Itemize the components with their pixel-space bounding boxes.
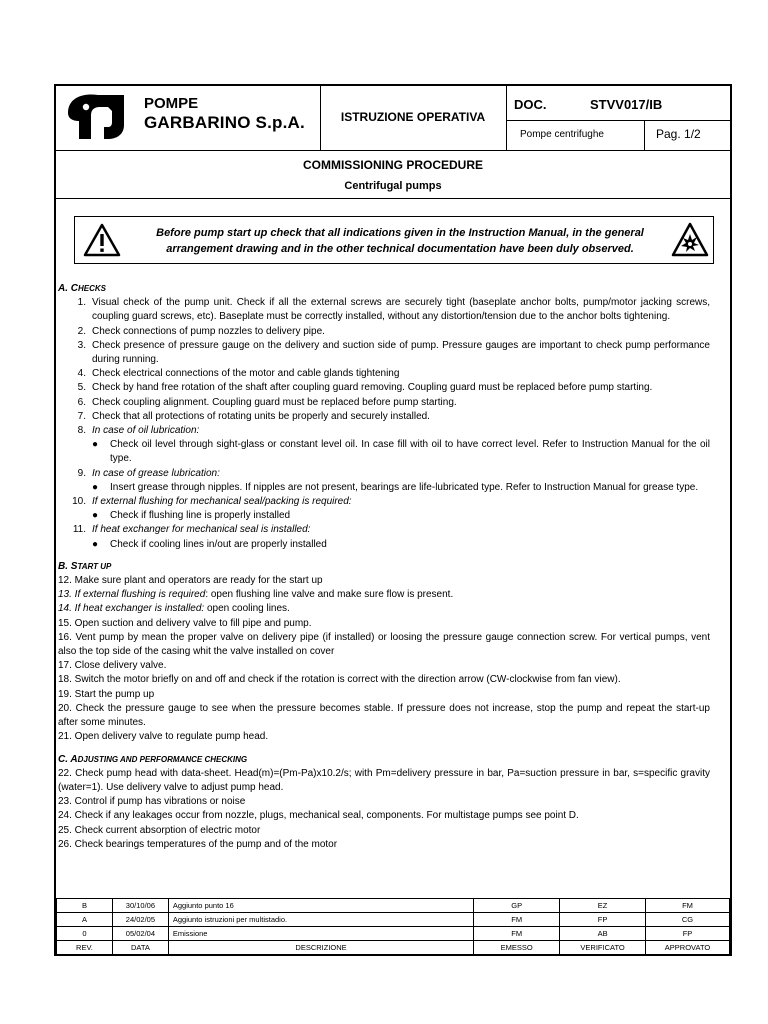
item-number: 3. [77, 339, 86, 351]
logo-cell [56, 86, 321, 150]
item-text: If external flushing for mechanical seal/packing is required: [92, 496, 352, 508]
date-cell: 30/10/06 [112, 899, 168, 913]
step-condition: 14. If heat exchanger is installed: [58, 603, 205, 615]
subitem-text: Check if flushing line is properly installed [110, 510, 291, 522]
step-26: 26. Check bearings temperatures of the pump and of the motor [58, 838, 338, 850]
desc-cell: Aggiunto punto 16 [168, 899, 473, 913]
step-13 [58, 588, 710, 602]
step-12: 12. Make sure plant and operators are ready for the start up [58, 575, 323, 587]
step-23: 23. Control if pump has vibrations or noise [58, 796, 246, 808]
list-item [58, 325, 710, 339]
subitem-text: Insert grease through nipples. If nipples are not present, bearings are life-lubricated type. Refer to Instruction Manual for grease type. [110, 481, 699, 493]
column-header: REV. [57, 941, 113, 955]
column-header: VERIFICATO [560, 941, 646, 955]
item-text: In case of oil lubrication: [92, 425, 200, 437]
approvato-cell: FM [646, 899, 730, 913]
item-number: 8. [77, 425, 86, 437]
warning-triangle-icon [83, 223, 121, 257]
item-number: 6. [77, 396, 86, 408]
rev-cell: A [57, 913, 113, 927]
company-name: GARBARINO S.p.A. [144, 113, 305, 132]
item-text: Check electrical connections of the motor and cable glands tightening [92, 368, 400, 380]
item-text: Check connections of pump nozzles to delivery pipe. [92, 325, 325, 337]
item-text: Check by hand free rotation of the shaft after coupling guard removing. Coupling guard must be replaced before pump starting. [92, 382, 653, 394]
doc-subtitle-row [506, 120, 730, 150]
document-header [56, 86, 730, 151]
verificato-cell: AB [560, 927, 646, 941]
list-subitem [58, 538, 710, 552]
garbarino-logo [64, 91, 128, 143]
verificato-cell: FP [560, 913, 646, 927]
doc-code: STVV017/IB [590, 97, 663, 112]
bullet-icon: ● [92, 481, 99, 493]
list-item [58, 367, 710, 381]
step-18: 18. Switch the motor briefly on and off and check if the rotation is correct with the direction arrow (CW-clockwise from fan view). [58, 674, 621, 686]
document-subtitle: Centrifugal pumps [344, 180, 442, 192]
item-number: 7. [77, 410, 86, 422]
column-header: DESCRIZIONE [168, 941, 473, 955]
list-subitem [58, 509, 710, 523]
step-24: 24. Check if any leakages occur from nozzle, plugs, mechanical seal, components. For multistage pumps see point D. [58, 810, 579, 822]
rev-cell: 0 [57, 927, 113, 941]
list-item [58, 296, 710, 324]
section-initial: C [70, 283, 79, 294]
emesso-cell: GP [474, 899, 560, 913]
subitem-text: Check oil level through sight-glass or constant level oil. In case fill with oil to have correct level. Refer to Instruction Manual for the oil type. [110, 439, 710, 465]
doc-type: ISTRUZIONE OPERATIVA [340, 110, 486, 124]
item-number: 1. [77, 297, 86, 309]
desc-cell: Emissione [168, 927, 473, 941]
list-item [58, 339, 710, 367]
document-title: COMMISSIONING PROCEDURE [302, 158, 483, 172]
emesso-cell: FM [474, 913, 560, 927]
list-subitem [58, 481, 710, 495]
section-adjusting-heading [58, 753, 710, 767]
section-letter: A. [58, 283, 68, 294]
item-text: In case of grease lubrication: [92, 467, 220, 479]
doc-code-row [506, 86, 730, 121]
section-caption: HECKS [78, 284, 107, 293]
doc-subtitle: Pompe centrifughe [520, 129, 604, 140]
bullet-icon: ● [92, 538, 99, 550]
step-22: 22. Check pump head with data-sheet. Head(m)=(Pm-Pa)x10.2/s; with Pm=delivery pressure in bar, Pa=suction pressure in bar, s=specific gravity (water=1). Use delivery valve to adjust pump head. [58, 767, 710, 793]
desc-cell: Aggiunto istruzioni per multistadio. [168, 913, 473, 927]
step-text: open cooling lines. [204, 603, 290, 615]
bullet-icon: ● [92, 510, 99, 522]
subtitle-cell [506, 120, 645, 150]
warning-box [74, 216, 714, 264]
company-line1: POMPE [144, 95, 199, 112]
subitem-text: Check if cooling lines in/out are properly installed [110, 538, 327, 550]
list-item [58, 381, 710, 395]
section-caption: DJUSTING AND PERFORMANCE CHECKING [77, 754, 248, 764]
column-header: EMESSO [474, 941, 560, 955]
date-cell: 05/02/04 [112, 927, 168, 941]
title-band [56, 150, 730, 199]
section-checks-heading [58, 282, 710, 296]
rev-cell: B [57, 899, 113, 913]
step-17: 17. Close delivery valve. [58, 660, 167, 672]
item-number: 10. [72, 496, 86, 508]
section-caption: TART UP [77, 561, 112, 571]
list-item [58, 396, 710, 410]
step-14 [58, 602, 710, 616]
step-25: 25. Check current absorption of electric motor [58, 824, 261, 836]
step-19: 19. Start the pump up [58, 688, 155, 700]
explosive-hazard-icon [671, 222, 709, 258]
table-row [57, 927, 730, 941]
item-number: 9. [77, 467, 86, 479]
step-15: 15. Open suction and delivery valve to fill pipe and pump. [58, 617, 312, 629]
date-cell: 24/02/05 [112, 913, 168, 927]
item-number: 11. [72, 524, 86, 536]
step-20: 20. Check the pressure gauge to see when the pressure becomes stable. If pressure does not increase, stop the pump and repeat the start-up after some minutes. [58, 702, 710, 729]
emesso-cell: FM [474, 927, 560, 941]
bullet-icon: ● [92, 439, 99, 451]
item-text: Check coupling alignment. Coupling guard must be replaced before pump starting. [92, 396, 457, 408]
page-number: Pag. 1/2 [656, 127, 701, 141]
approvato-cell: CG [646, 913, 730, 927]
step-16: 16. Vent pump by mean the proper valve on delivery pipe (if installed) or loosing the pressure gauge connection screw. For vertical pumps, vent also the top side of the casing whit the valve installed on cover [58, 631, 710, 658]
item-number: 5. [77, 382, 86, 394]
list-item [58, 410, 710, 424]
list-item [58, 495, 710, 509]
step-condition: 13. If external flushing is required [58, 589, 206, 601]
list-item [58, 523, 710, 537]
table-row [57, 913, 730, 927]
item-text: If heat exchanger for mechanical seal is installed: [92, 524, 311, 536]
step-text: : open flushing line valve and make sure flow is present. [205, 589, 454, 601]
item-number: 4. [77, 368, 86, 380]
list-subitem [58, 438, 710, 466]
item-text: Check presence of pressure gauge on the delivery and suction side of pump. Pressure gauges are important to check pump performance during running. [92, 339, 710, 366]
section-letter: B. [58, 560, 68, 572]
approvato-cell: FP [646, 927, 730, 941]
section-initial: S [70, 560, 78, 572]
verificato-cell: EZ [560, 899, 646, 913]
column-header: DATA [112, 941, 168, 955]
step-21: 21. Open delivery valve to regulate pump head. [58, 731, 269, 743]
item-number: 2. [77, 325, 86, 337]
warning-text: Before pump start up check that all indications given in the Instruction Manual, in the general arrangement drawing and in the other technical documentation have been duly observed. [156, 227, 644, 255]
revision-table [56, 898, 730, 955]
section-letter: C. [58, 753, 68, 765]
list-item [58, 467, 710, 481]
doc-label: DOC. [514, 97, 547, 112]
doc-type-cell [320, 86, 507, 150]
procedure-content [58, 282, 710, 852]
item-text: Check that all protections of rotating units be properly and securely installed. [92, 410, 430, 422]
column-header: APPROVATO [646, 941, 730, 955]
document-frame [54, 84, 732, 956]
table-header-row [57, 941, 730, 955]
section-startup-heading [58, 560, 710, 574]
item-text: Visual check of the pump unit. Check if all the external screws are securely tight (baseplate anchor bolts, pump/motor jacking screws, coupling guard screws, etc). Baseplate must be correctly installed, without any distortion/tension due to the anchor bolts tightening. [92, 297, 710, 323]
table-row [57, 899, 730, 913]
section-initial: A [70, 753, 78, 765]
list-item [58, 424, 710, 438]
